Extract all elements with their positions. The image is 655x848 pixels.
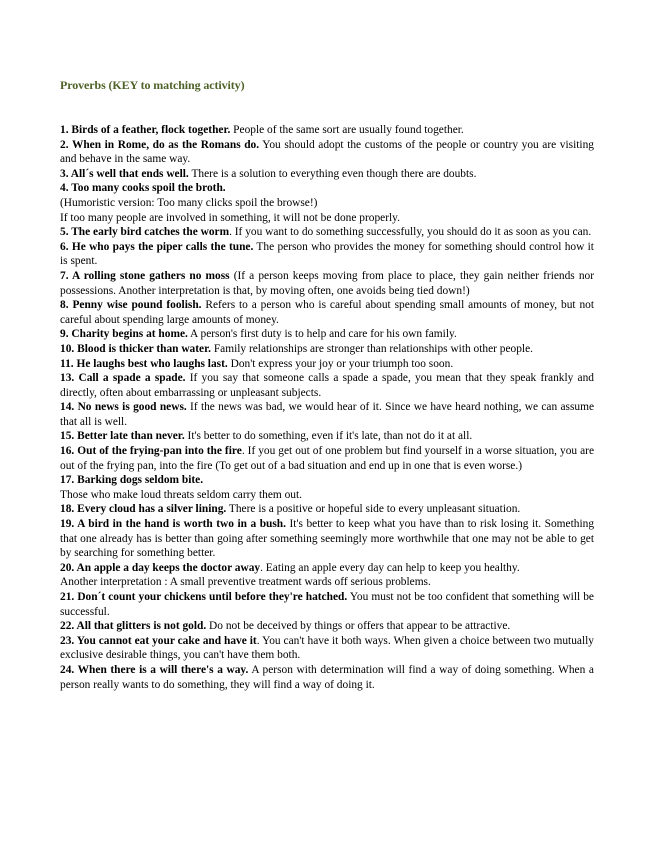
proverb-heading <box>60 270 230 282</box>
proverb-entry <box>60 181 594 196</box>
proverb-heading <box>60 182 226 194</box>
proverb-text: Too many cooks spoil the broth. <box>71 182 226 195</box>
proverb-number: 13. <box>60 372 75 385</box>
proverb-number: 15. <box>60 430 75 443</box>
proverb-heading <box>60 226 229 238</box>
proverb-number: 3. <box>60 167 69 180</box>
proverb-entry <box>60 502 594 517</box>
proverb-heading <box>60 139 259 151</box>
proverb-explanation: Family relationships are stronger than relationships with other people. <box>210 342 533 355</box>
proverb-number: 23. <box>60 634 75 647</box>
proverb-explanation: If the news was bad, we would hear of it. Since we have heard nothing, we can assume that all is well. <box>60 401 594 428</box>
proverb-heading <box>60 518 286 530</box>
proverb-entry <box>60 167 594 182</box>
proverb-number: 14. <box>60 401 75 414</box>
proverb-explanation: It's better to keep what you have than to risk losing it. Something that one already has is better than going after something seemingly more worthwhile that one may not be able to get by searching for something better. <box>60 518 595 560</box>
proverb-text: A bird in the hand is worth two in a bush. <box>77 518 286 531</box>
proverb-explanation: There is a positive or hopeful side to every unpleasant situation. <box>226 503 521 516</box>
proverb-entry <box>60 138 594 167</box>
page-title: Proverbs (KEY to matching activity) <box>60 78 245 92</box>
proverb-explanation: The person who provides the money for something should control how it is spent. <box>60 240 594 268</box>
proverb-number: 4. <box>60 182 69 195</box>
proverb-explanation: . Eating an apple every day can help to keep you healthy. <box>260 561 520 574</box>
proverb-explanation: It's better to do something, even if it's late, than not do it at all. <box>184 430 473 443</box>
proverb-explanation: People of the same sort are usually found together. <box>230 124 464 136</box>
proverb-text: Don´t count your chickens until before they're hatched. <box>77 591 348 603</box>
proverb-text: Penny wise pound foolish. <box>72 299 202 312</box>
proverb-text: Every cloud has a silver lining. <box>77 503 227 516</box>
proverb-extra-line: If too many people are involved in something, it will not be done properly. <box>60 211 400 224</box>
proverb-list <box>60 123 594 692</box>
proverb-number: 20. <box>60 561 75 574</box>
proverb-number: 17. <box>60 474 75 487</box>
proverb-number: 22. <box>60 620 75 633</box>
proverb-number: 11. <box>60 357 74 370</box>
proverb-text: You cannot eat your cake and have it <box>76 634 257 647</box>
proverb-text: He laughs best who laughs last. <box>76 357 228 370</box>
proverb-entry <box>60 327 594 342</box>
proverb-explanation: A person's first duty is to help and care for his own family. <box>187 328 457 341</box>
proverb-entry <box>60 590 594 619</box>
proverb-entry <box>60 400 594 429</box>
proverb-number: 2. <box>60 138 69 151</box>
proverb-heading <box>60 503 226 515</box>
proverb-entry <box>60 517 594 561</box>
proverb-number: 5. <box>60 226 69 239</box>
proverb-heading <box>60 474 203 486</box>
proverb-heading <box>60 372 186 384</box>
proverb-heading <box>60 299 202 311</box>
proverb-extra-line: Another interpretation : A small preventive treatment wards off serious problems. <box>60 576 431 589</box>
document-page <box>60 78 594 692</box>
proverb-heading <box>60 635 257 647</box>
proverb-entry <box>60 225 594 240</box>
proverb-entry <box>60 342 594 357</box>
proverb-number: 21. <box>60 591 75 603</box>
proverb-entry <box>60 561 594 576</box>
proverb-explanation: . If you get out of one problem but find yourself in a worse situation, you are out of the frying pan, into the fire (To get out of a bad situation and end up in one that is even worse.) <box>60 445 594 472</box>
proverb-entry <box>60 240 594 269</box>
proverb-heading <box>60 664 248 676</box>
proverb-heading <box>60 620 206 632</box>
proverb-extra-line: (Humoristic version: Too many clicks spoil the browse!) <box>60 196 318 209</box>
proverb-entry <box>60 473 594 488</box>
proverb-entry <box>60 444 594 473</box>
proverb-number: 24. <box>60 663 75 676</box>
proverb-entry <box>60 429 594 444</box>
proverb-text: Better late than never. <box>77 430 185 443</box>
proverb-entry <box>60 663 594 692</box>
proverb-explanation: If you say that someone calls a spade a spade, you mean that they speak frankly and directly, often about embarrassing or unpleasant subjects. <box>60 372 594 399</box>
proverb-text: All that glitters is not gold. <box>76 620 207 633</box>
proverb-text: When in Rome, do as the Romans do. <box>71 138 260 151</box>
proverb-explanation: Don't express your joy or your triumph too soon. <box>227 357 454 370</box>
proverb-explanation: Refers to a person who is careful about spending small amounts of money, but not careful about spending large amounts of money. <box>60 299 594 326</box>
proverb-explanation: . If you want to do something successfully, you should do it as soon as you can. <box>229 226 592 239</box>
proverb-number: 16. <box>60 445 75 458</box>
proverb-number: 19. <box>60 518 75 531</box>
proverb-explanation: There is a solution to everything even though there are doubts. <box>188 167 477 180</box>
proverb-heading <box>60 562 260 574</box>
proverb-text: Call a spade a spade. <box>78 372 186 385</box>
proverb-text: No news is good news. <box>77 401 187 414</box>
proverb-explanation: Do not be deceived by things or offers that appear to be attractive. <box>206 620 511 633</box>
proverb-number: 6. <box>60 240 69 253</box>
proverb-heading <box>60 358 228 370</box>
proverb-explanation: (If a person keeps moving from place to place, they gain neither friends nor possessions. Another interpretation is that, by moving often, one avoids being tied down!) <box>60 269 595 297</box>
proverb-heading <box>60 328 188 340</box>
proverb-heading <box>60 401 187 413</box>
proverb-text: Birds of a feather, flock together. <box>71 124 231 136</box>
proverb-explanation: A person with determination will find a way of doing something. When a person really wants to do something, they will find a way of doing it. <box>60 663 594 691</box>
proverb-text: An apple a day keeps the doctor away <box>76 561 261 574</box>
proverb-number: 7. <box>60 269 69 282</box>
proverb-number: 9. <box>60 328 69 341</box>
proverb-text: All´s well that ends well. <box>70 167 189 180</box>
proverb-extra-line: Those who make loud threats seldom carry them out. <box>60 488 302 501</box>
proverb-number: 18. <box>60 503 75 516</box>
proverb-text: When there is a will there's a way. <box>77 663 249 676</box>
proverb-text: Blood is thicker than water. <box>77 342 211 355</box>
proverb-explanation: You must not be too confident that something will be successful. <box>60 591 594 618</box>
proverb-entry <box>60 123 594 138</box>
proverb-heading <box>60 168 189 180</box>
proverb-heading <box>60 124 230 136</box>
proverb-text: Charity begins at home. <box>71 328 188 341</box>
proverb-number: 8. <box>60 299 69 312</box>
proverb-heading <box>60 241 253 253</box>
proverb-entry <box>60 357 594 372</box>
proverb-heading <box>60 343 211 355</box>
proverb-explanation: . You can't have it both ways. When given a choice between two mutually exclusive desirable things, you can't have them both. <box>60 634 594 662</box>
proverb-entry <box>60 269 594 298</box>
proverb-text: The early bird catches the worm <box>71 226 230 239</box>
proverb-heading <box>60 430 185 442</box>
proverb-text: Out of the frying-pan into the fire <box>77 445 242 458</box>
proverb-heading <box>60 591 347 603</box>
proverb-text: A rolling stone gathers no moss <box>72 269 230 282</box>
proverb-text: Barking dogs seldom bite. <box>77 474 204 487</box>
proverb-text: He who pays the piper calls the tune. <box>71 240 254 253</box>
proverb-entry <box>60 371 594 400</box>
proverb-entry <box>60 619 594 634</box>
proverb-number: 1. <box>60 124 69 136</box>
proverb-explanation: You should adopt the customs of the people or country you are visiting and behave in the same way. <box>60 138 594 166</box>
proverb-entry <box>60 298 594 327</box>
proverb-entry <box>60 634 594 663</box>
proverb-number: 10. <box>60 342 75 355</box>
proverb-heading <box>60 445 242 457</box>
